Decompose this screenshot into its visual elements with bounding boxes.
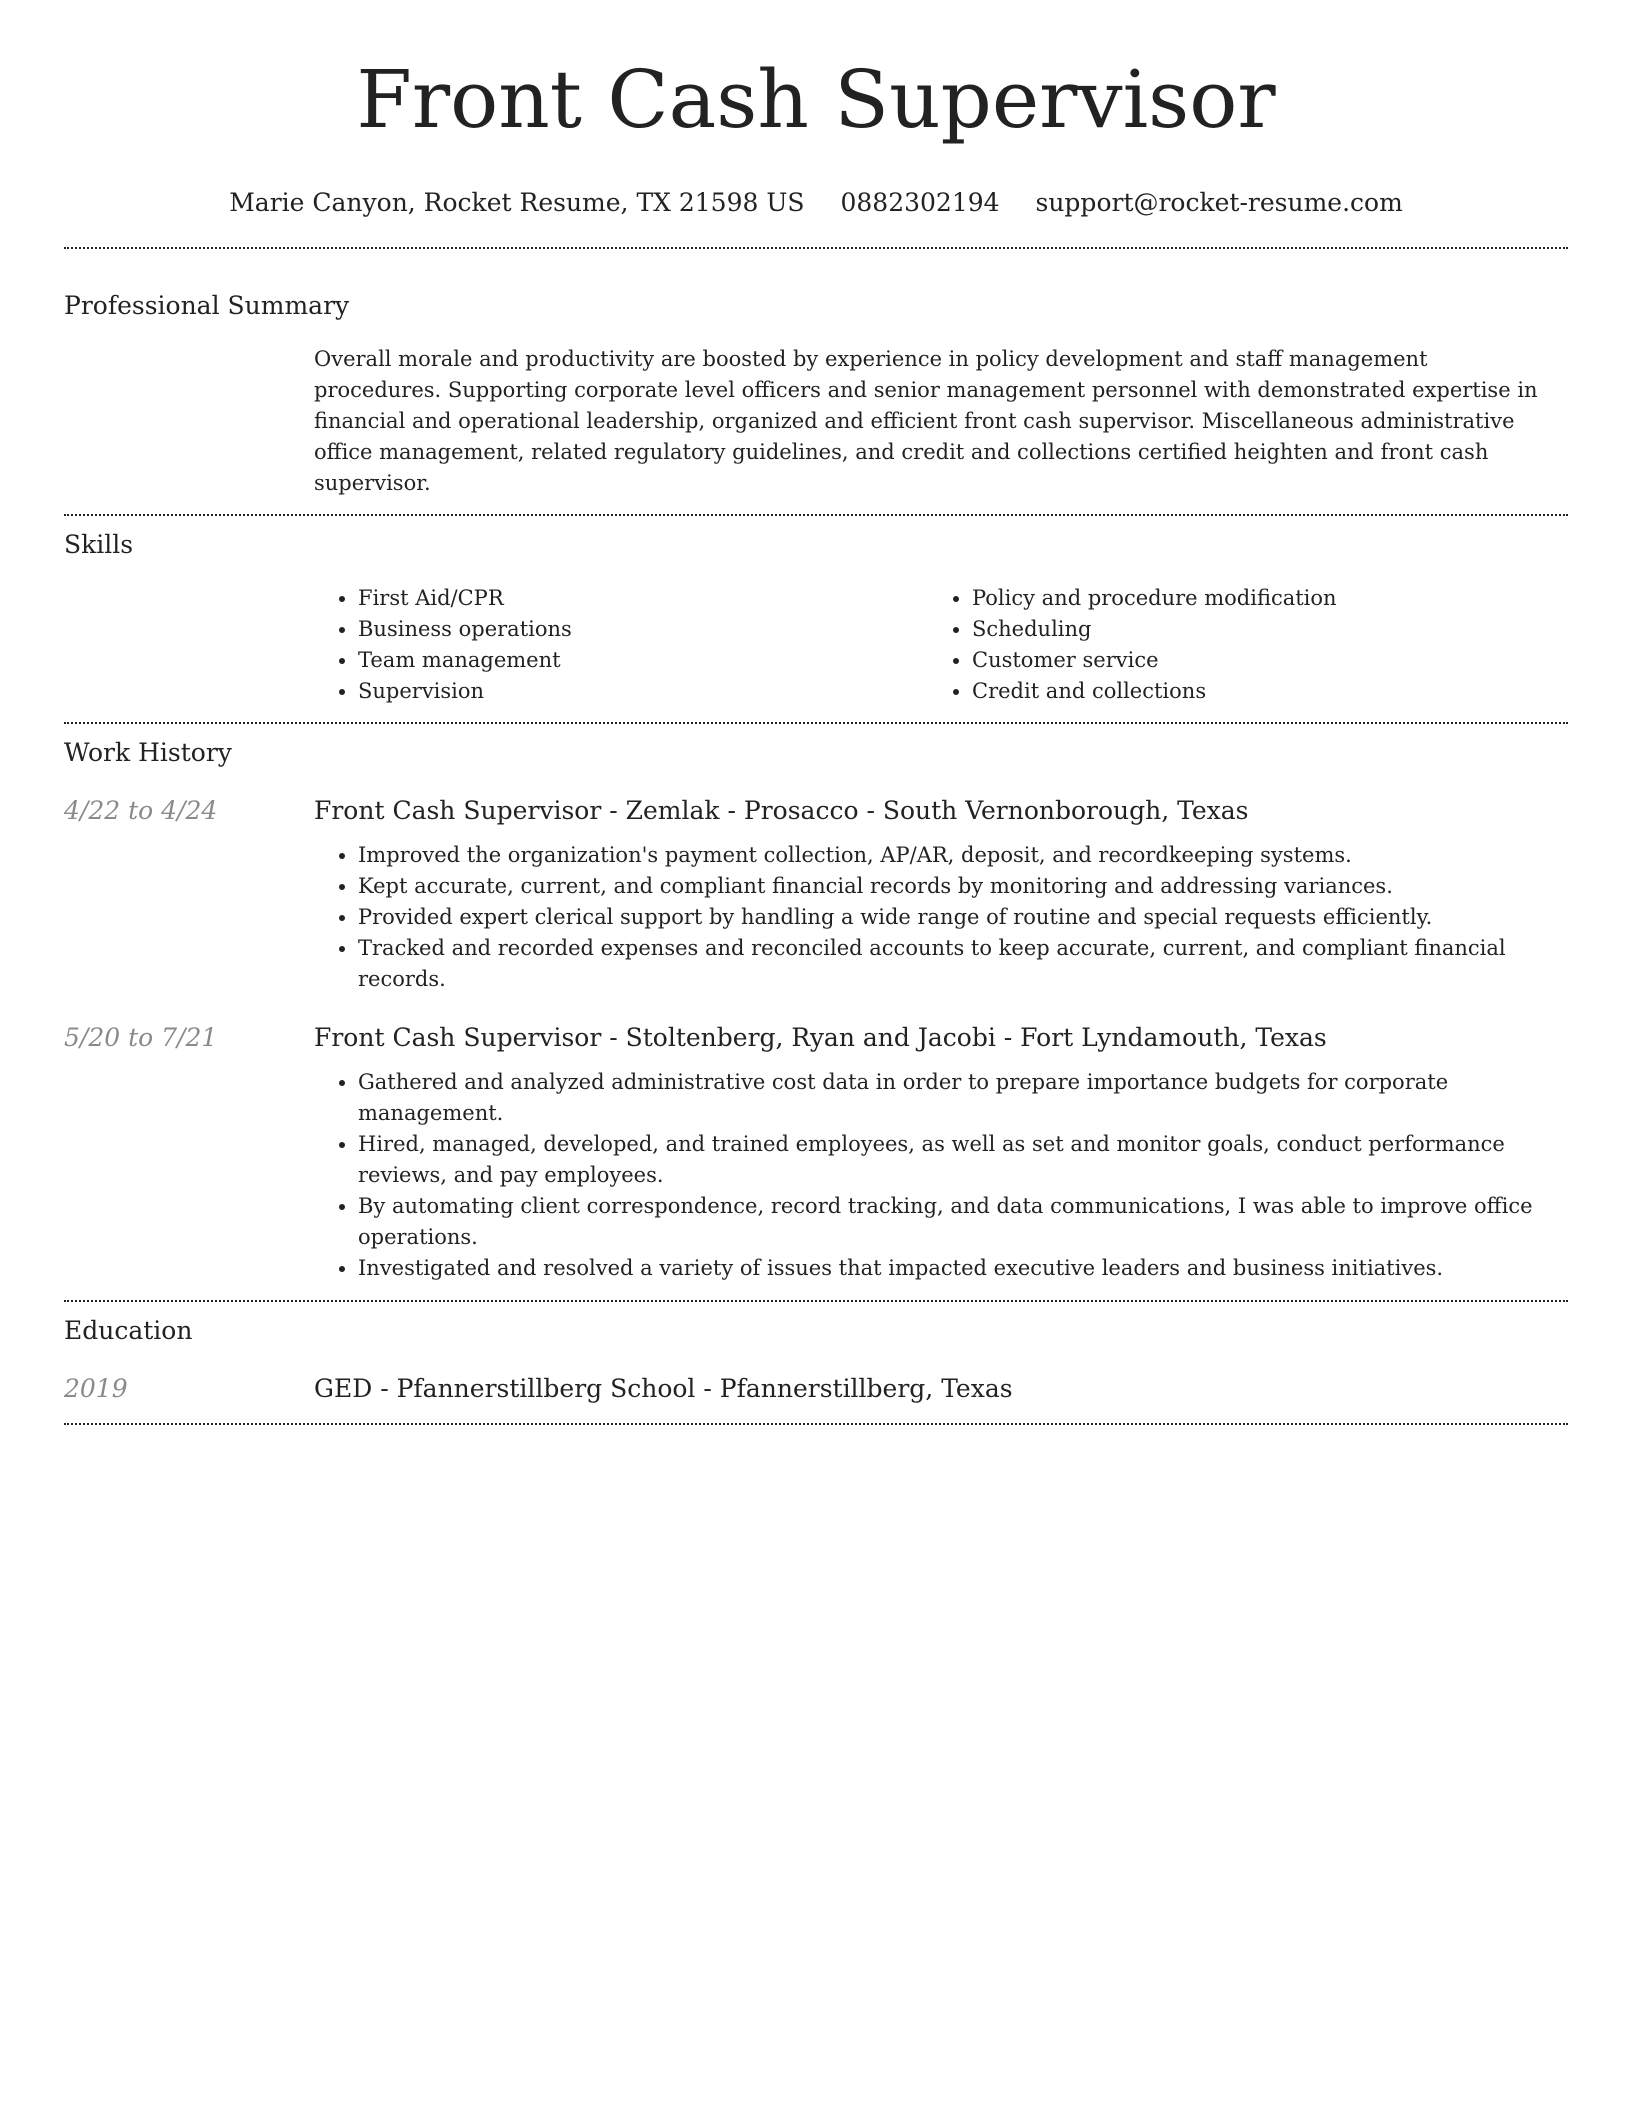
skills-list-left [314,583,928,707]
job-bullet: • Tracked and recorded expenses and reconciled accounts to keep accurate, current, and compliant financial records. [358,933,1568,995]
section-heading-skills: Skills [64,530,134,559]
job-bullet: • Hired, managed, developed, and trained employees, as well as set and monitor goals, conduct performance reviews, and pay employees. [358,1129,1568,1191]
contact-address: Marie Canyon, Rocket Resume, TX 21598 US [229,188,805,217]
job-bullet: • Improved the organization's payment collection, AP/AR, deposit, and recordkeeping systems. [358,840,1568,871]
summary-left-spacer [64,344,314,499]
skill-item: • Supervision [358,676,928,707]
job-dates: 5/20 to 7/21 [64,1023,218,1052]
job-entry [64,794,1568,995]
skills-left-spacer [64,583,314,707]
skills-grid [314,583,1568,707]
contact-email: support@rocket-resume.com [1035,188,1403,217]
summary-body [314,344,1568,499]
section-heading-education: Education [64,1316,193,1345]
contact-phone: 0882302194 [840,188,1000,217]
job-entry [64,1021,1568,1284]
job-bullet: • By automating client correspondence, record tracking, and data communications, I was able to improve office operations. [358,1191,1568,1253]
resume-title: Front Cash Supervisor [356,53,1276,146]
skill-item: • Scheduling [972,614,1542,645]
education-degree: GED - Pfannerstillberg School - Pfannerstillberg, Texas [314,1374,1013,1403]
skill-item: • Business operations [358,614,928,645]
job-bullet: • Investigated and resolved a variety of issues that impacted executive leaders and business initiatives. [358,1253,1568,1284]
divider [64,1300,1568,1302]
divider [64,1423,1568,1425]
divider [64,514,1568,516]
job-bullet: • Gathered and analyzed administrative cost data in order to prepare importance budgets for corporate management. [358,1067,1568,1129]
skills-row [64,583,1568,707]
skill-item: • Team management [358,645,928,676]
skill-item: • Policy and procedure modification [972,583,1542,614]
education-body [314,1372,1568,1406]
section-heading-work: Work History [64,738,232,767]
resume-page [64,0,1568,1425]
skill-item: • Customer service [972,645,1542,676]
skills-list-right [928,583,1542,707]
divider [64,722,1568,724]
education-year: 2019 [64,1374,128,1403]
education-entry [64,1372,1568,1406]
skill-item: • Credit and collections [972,676,1542,707]
job-bullet: • Kept accurate, current, and compliant financial records by monitoring and addressing variances. [358,871,1568,902]
job-dates: 4/22 to 4/24 [64,796,218,825]
job-bullets [314,1067,1568,1284]
divider [64,247,1568,249]
contact-line [64,186,1568,220]
section-heading-summary: Professional Summary [64,291,350,320]
job-body [314,1021,1568,1284]
summary-text: Overall morale and productivity are boosted by experience in policy development and staff management procedures. Supporting corporate level officers and senior management personnel with demonstrated expertise in financial and operational leadership, organized and efficient front cash supervisor. Miscellaneous administrative office management, related regulatory guidelines, and credit and collections certified heighten and front cash supervisor. [314,347,1538,495]
job-title: Front Cash Supervisor - Stoltenberg, Ryan and Jacobi - Fort Lyndamouth, Texas [314,1023,1327,1052]
job-bullets [314,840,1568,995]
skill-item: • First Aid/CPR [358,583,928,614]
job-body [314,794,1568,995]
job-title: Front Cash Supervisor - Zemlak - Prosacco - South Vernonborough, Texas [314,796,1249,825]
job-bullet: • Provided expert clerical support by handling a wide range of routine and special requests efficiently. [358,902,1568,933]
summary-row [64,344,1568,499]
